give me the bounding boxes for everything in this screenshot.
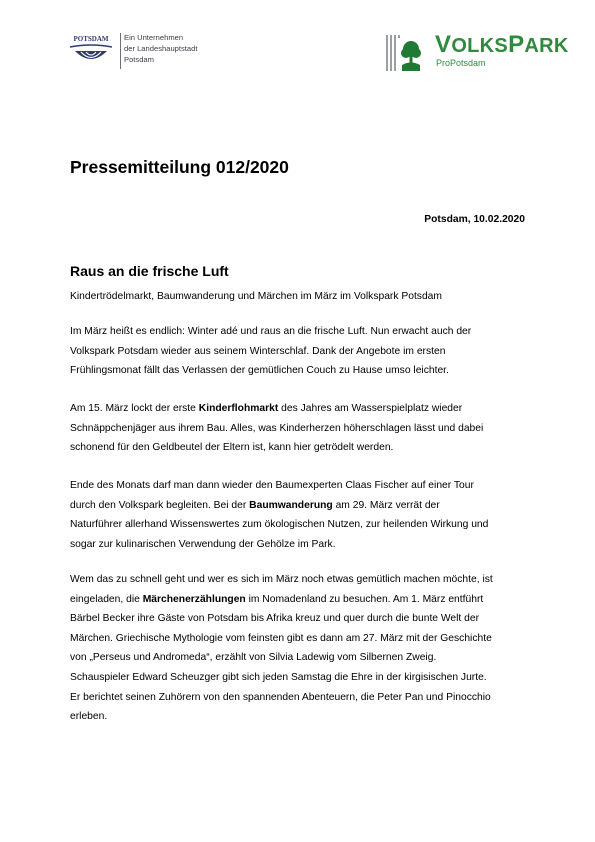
text-line: Märchen. Griechische Mythologie vom feinsten gibt es dann am 27. März mit der Geschichte: [70, 632, 492, 644]
text-line: [70, 399, 532, 419]
wordmark-initial-p: P: [508, 31, 525, 58]
text-line: Schnäppchenjäger aus ihrem Bau. Alles, was Kinderherzen höherschlagen lässt und dabei: [70, 422, 484, 434]
text-line: Er berichtet seinen Zuhörern von den spannenden Abenteuern, die Peter Pan und Pinocchio: [70, 691, 491, 703]
highlight-baumwanderung: Baumwanderung: [249, 499, 333, 511]
paragraph-3: [70, 476, 532, 554]
dateline: Potsdam, 10.02.2020: [424, 214, 525, 225]
text-line: Ende des Monats darf man dann wieder den Baumexperten Claas Fischer auf einer Tour: [70, 480, 474, 491]
highlight-maerchenerzaehlungen: Märchenerzählungen: [142, 593, 246, 605]
paragraph-1: [70, 322, 532, 381]
document-title: Pressemitteilung 012/2020: [70, 157, 289, 177]
text-segment: des Jahres am Wasserspielplatz wieder: [278, 403, 463, 414]
wordmark-olks: OLKS: [451, 35, 509, 57]
text-line: [70, 590, 532, 610]
paragraph-4: [70, 570, 532, 727]
text-line: Wem das zu schnell geht und wer es sich im März noch etwas gemütlich machen möchte, ist: [70, 574, 493, 585]
text-line: schonend für den Geldbeutel der Eltern ist, kann hier getrödelt werden.: [70, 442, 394, 454]
wordmark-ark: ARK: [524, 35, 569, 57]
text-line: von „Perseus und Andromeda“, erzählt von Silvia Ladewig vom Silbernen Zweig.: [70, 652, 437, 664]
text-line: Naturführer allerhand Wissenswertes zum ökologischen Nutzen, zur heilenden Wirkung und: [70, 519, 489, 531]
highlight-kinderflohmarkt: Kinderflohmarkt: [198, 403, 279, 414]
text-segment: im Nomadenland zu besuchen. Am 1. März entführt: [245, 593, 484, 605]
text-segment: eingeladen, die: [70, 593, 143, 605]
text-line: sogar zur kulinarischen Verwendung der Gehölze im Park.: [70, 538, 336, 550]
text-line: Im März heißt es endlich: Winter adé und raus an die frische Luft. Nun erwacht auch der: [70, 326, 472, 337]
wordmark-initial-v: V: [435, 31, 452, 58]
volkspark-wordmark: [435, 31, 569, 59]
text-line: Bärbel Becker ihre Gäste von Potsdam bis Afrika kreuz und quer durch die bunte Welt der: [70, 613, 480, 625]
text-line: Volkspark Potsdam wieder aus seinem Winterschlaf. Dank der Angebote im ersten: [70, 345, 446, 357]
text-segment: durch den Volkspark begleiten. Bei der: [70, 499, 250, 511]
logo-divider: [120, 33, 121, 69]
potsdam-logo-text: [124, 32, 197, 65]
potsdam-text-line: der Landeshauptstadt: [124, 44, 198, 53]
text-line: Frühlingsmonat fällt das Verlassen der gemütlichen Couch zu Hause umso leichter.: [70, 365, 449, 377]
paragraph-2: [70, 399, 532, 458]
text-segment: am 29. März verrät der: [332, 499, 440, 511]
potsdam-wordmark: POTSDAM: [73, 35, 109, 43]
headline: Raus an die frische Luft: [70, 263, 229, 279]
text-line: Schauspieler Edward Scheuzger gibt sich jeden Samstag die Ehre in der kirgisischen Jurte.: [70, 671, 487, 683]
subheadline: Kindertrödelmarkt, Baumwanderung und Märchen im März im Volkspark Potsdam: [70, 291, 442, 302]
volkspark-subtitle: ProPotsdam: [436, 58, 486, 68]
text-line: [70, 496, 532, 516]
text-segment: Am 15. März lockt der erste: [70, 403, 199, 414]
potsdam-logo: [66, 34, 116, 68]
text-line: erleben.: [70, 711, 108, 723]
tree-icon: [398, 38, 424, 71]
potsdam-text-line: Ein Unternehmen: [124, 33, 184, 42]
potsdam-text-line: Potsdam: [124, 55, 154, 64]
